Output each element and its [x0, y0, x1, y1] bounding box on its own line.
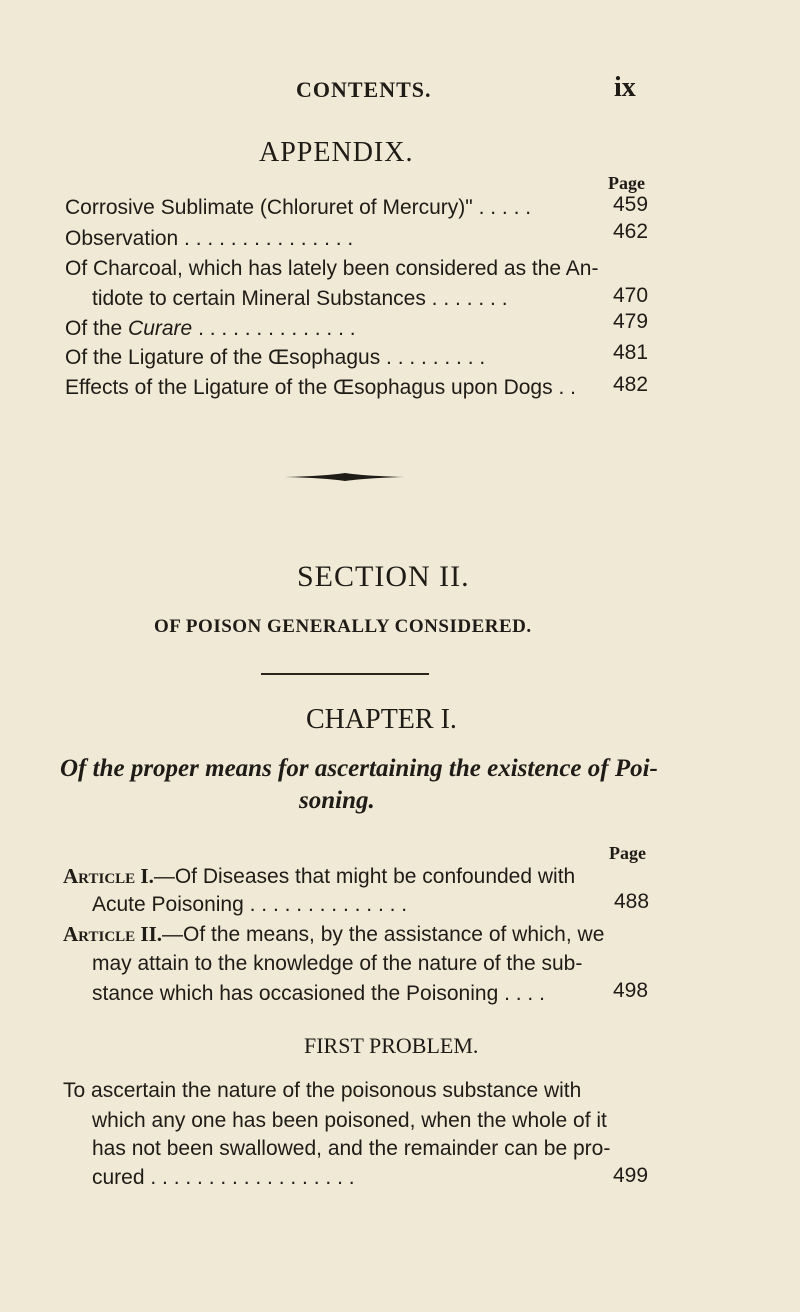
entry-prefix: Of the [65, 317, 129, 340]
section-heading: SECTION II. [297, 560, 470, 593]
article2-line2: may attain to the knowledge of the nature of the sub- [92, 952, 583, 975]
running-header-title: CONTENTS. [296, 77, 432, 102]
appendix-entry-page: 462 [613, 220, 649, 243]
appendix-entry-page: 459 [613, 193, 649, 216]
problem-line2: which any one has been poisoned, when the whole of it [92, 1109, 607, 1132]
appendix-heading: APPENDIX. [259, 137, 414, 168]
chapter-subtitle-line2: soning. [299, 787, 375, 814]
appendix-entry-text: Effects of the Ligature of the Œsophagus upon Dogs . . [65, 376, 576, 399]
article2-line3: stance which has occasioned the Poisoning . . . . [92, 982, 545, 1005]
ornamental-rule [285, 472, 405, 482]
problem-page: 499 [613, 1164, 649, 1187]
appendix-entry-page: 479 [613, 310, 649, 333]
appendix-entry-page: 482 [613, 373, 649, 396]
appendix-entry-text: Of the Ligature of the Œsophagus . . . . . . . . . [65, 346, 486, 369]
appendix-entry-page: 481 [613, 341, 649, 364]
article2-page: 498 [613, 979, 649, 1002]
chapter-subtitle-line1: Of the proper means for ascertaining the existence of Poi- [60, 755, 658, 782]
chapter-heading: CHAPTER I. [306, 704, 457, 735]
appendix-entry-page: 470 [613, 284, 649, 307]
appendix-entry-text [65, 314, 356, 344]
article2-line1 [63, 919, 604, 950]
chapter-page-column-label: Page [609, 843, 646, 863]
article1-label: Article I. [63, 864, 154, 888]
page-number: ix [614, 72, 636, 103]
problem-line3: has not been swallowed, and the remainder can be pro- [92, 1137, 611, 1160]
appendix-entry-text: tidote to certain Mineral Substances . . . . . . . [92, 287, 508, 310]
appendix-entry-text: Of Charcoal, which has lately been considered as the An- [65, 257, 599, 280]
article1-page: 488 [614, 890, 650, 913]
article1-line2: Acute Poisoning . . . . . . . . . . . . . . [92, 893, 408, 916]
article1-line1 [63, 861, 575, 892]
article2-label: Article II. [63, 922, 162, 946]
problem-line1: To ascertain the nature of the poisonous substance with [63, 1079, 582, 1102]
entry-suffix: . . . . . . . . . . . . . . [192, 317, 356, 340]
article2-title: —Of the means, by the assistance of which, we [162, 923, 605, 946]
appendix-entry-text: Corrosive Sublimate (Chloruret of Mercury)ʺ . . . . . [65, 196, 532, 219]
article1-title: —Of Diseases that might be confounded with [153, 865, 576, 888]
appendix-page-column-label: Page [608, 173, 645, 193]
section-subtitle: OF POISON GENERALLY CONSIDERED. [154, 616, 532, 637]
entry-italic: Curare [128, 317, 193, 340]
appendix-entry-text: Observation . . . . . . . . . . . . . . . [65, 227, 354, 250]
problem-heading: FIRST PROBLEM. [304, 1033, 479, 1058]
problem-line4: cured . . . . . . . . . . . . . . . . . . [92, 1166, 355, 1189]
section-divider [261, 673, 429, 675]
